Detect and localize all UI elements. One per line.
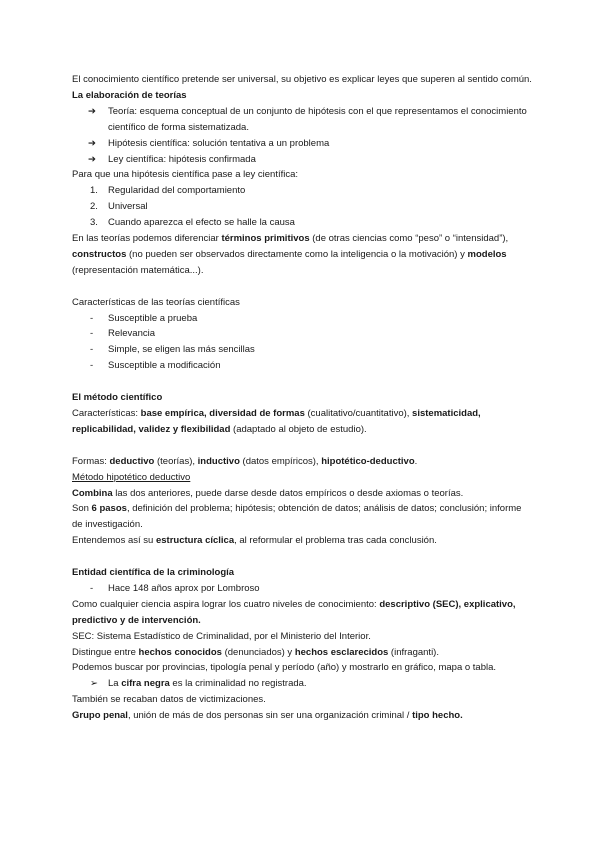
list-item-text: Hace 148 años aprox por Lombroso [108, 582, 260, 594]
arrow-icon: ➔ [88, 105, 96, 117]
combina-paragraph: Combina las dos anteriores, puede darse desde datos empíricos o desde axiomas o teorías. [72, 487, 464, 499]
numbered-item [72, 183, 534, 199]
list-item [72, 342, 534, 358]
dash-icon: - [90, 582, 94, 594]
numbered-item-text: Cuando aparezca el efecto se halle la causa [108, 217, 295, 229]
item-number: 1. [90, 185, 98, 197]
pasos-paragraph: Son 6 pasos, definición del problema; hipótesis; obtención de datos; análisis de datos; conclusión; informe de investigación. [72, 503, 522, 531]
arrow-icon: ➔ [88, 153, 96, 165]
list-item-text: Ley científica: hipótesis confirmada [108, 153, 256, 165]
sec-paragraph: SEC: Sistema Estadístico de Criminalidad, por el Ministerio del Interior. [72, 630, 371, 642]
list-item-text: Teoría: esquema conceptual de un conjunto de hipótesis con el que representamos el conocimiento científico de forma sistematizada. [108, 105, 527, 133]
list-item-text: Relevancia [108, 328, 155, 340]
list-item-text: Susceptible a prueba [108, 312, 198, 324]
list-item [72, 676, 534, 692]
item-number: 2. [90, 201, 98, 213]
list-item-text: Simple, se eligen las más sencillas [108, 344, 255, 356]
victimizaciones-paragraph: También se recaban datos de victimizaciones. [72, 694, 266, 706]
grupo-penal-paragraph: Grupo penal, unión de más de dos personas sin ser una organización criminal / tipo hecho. [72, 710, 463, 722]
heading-entidad-criminologia: Entidad científica de la criminología [72, 567, 235, 579]
list-item-text: La cifra negra es la criminalidad no registrada. [108, 678, 307, 690]
heading-caracteristicas-teorias: Características de las teorías científicas [72, 296, 240, 308]
intro-paragraph: El conocimiento científico pretende ser universal, su objetivo es explicar leyes que superen al sentido común. [72, 74, 532, 85]
buscar-paragraph: Podemos buscar por provincias, tipología penal y período (año) y mostrarlo en gráfico, mapa o tabla. [72, 662, 497, 674]
heading-elaboracion-teorias: La elaboración de teorías [72, 89, 187, 101]
list-item [72, 358, 534, 374]
hechos-paragraph: Distingue entre hechos conocidos (denunciados) y hechos esclarecidos (infraganti). [72, 646, 439, 658]
heading-metodo-cientifico: El método científico [72, 392, 163, 404]
list-item [72, 152, 534, 168]
list-item-text: Hipótesis científica: solución tentativa a un problema [108, 137, 330, 149]
list-item [72, 581, 534, 597]
numbered-item-text: Regularidad del comportamiento [108, 185, 246, 197]
caracteristicas-paragraph: Características: base empírica, diversidad de formas (cualitativo/cuantitativo), sistematicidad, replicabilidad, validez y flexibilidad (adaptado al objeto de estudio). [72, 408, 481, 435]
dash-icon: - [90, 312, 94, 324]
dash-icon: - [90, 360, 94, 372]
list-item [72, 136, 534, 152]
dash-icon: - [90, 344, 94, 356]
formas-paragraph: Formas: deductivo (teorías), inductivo (datos empíricos), hipotético-deductivo. [72, 455, 418, 467]
dash-icon: - [90, 328, 94, 340]
numbered-item [72, 199, 534, 215]
ciclica-paragraph: Entendemos así su estructura cíclica, al reformular el problema tras cada conclusión. [72, 535, 437, 547]
item-number: 3. [90, 217, 98, 229]
terms-paragraph: En las teorías podemos diferenciar términos primitivos (de otras ciencias como “peso” o “intensidad”), constructos (no pueden ser observados directamente como la inteligencia o la motivación) y modelos (representación matemática...). [72, 233, 509, 276]
numbered-item-text: Universal [108, 201, 148, 213]
niveles-paragraph: Como cualquier ciencia aspira lograr los cuatro niveles de conocimiento: descriptivo (SEC), explicativo, predictivo y de intervención. [72, 598, 516, 626]
arrow-icon: ➔ [88, 137, 96, 149]
triangle-arrow-icon: ➢ [90, 678, 98, 690]
list-item-text: Susceptible a modificación [108, 360, 221, 372]
heading-metodo-hipotetico: Método hipotético deductivo [72, 471, 191, 483]
numbered-item [72, 215, 534, 231]
list-item [72, 311, 534, 327]
lead-paragraph: Para que una hipótesis científica pase a ley científica: [72, 169, 299, 181]
list-item [72, 104, 534, 136]
list-item [72, 326, 534, 342]
document-page [72, 72, 534, 724]
